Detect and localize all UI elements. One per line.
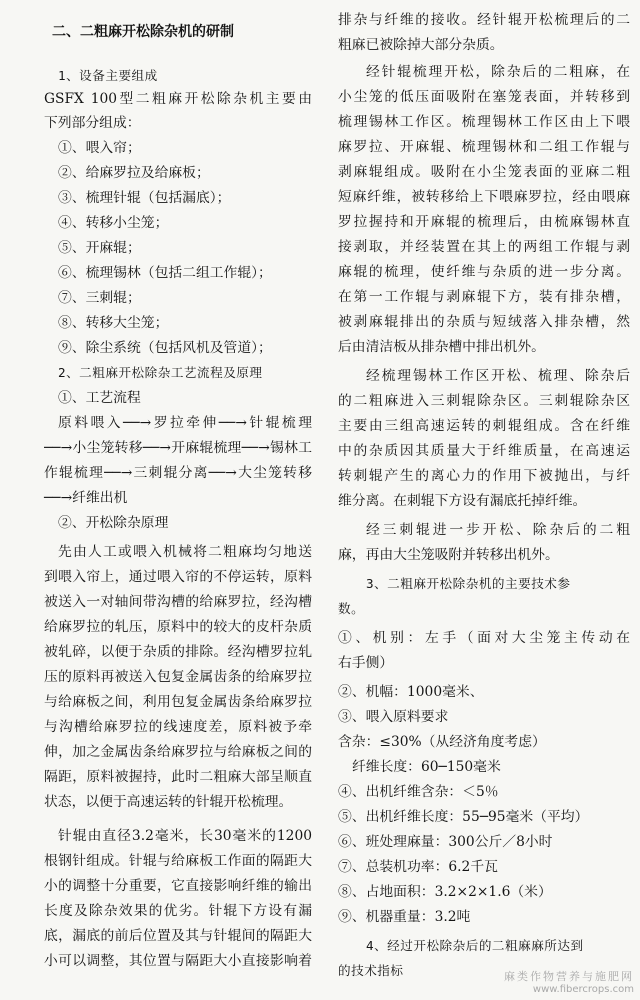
right-line: 梳理锡林工作区。梳理锡林工作区由上下喂 xyxy=(338,114,630,130)
right-line: 含杂：≤30%（从经济角度考虑） xyxy=(338,734,546,750)
right-line: ⑨、机器重量：3.2吨 xyxy=(338,909,471,925)
right-line: 4、经过开松除杂后的二粗麻麻所达到 xyxy=(366,938,584,953)
left-line: GSFX 100型二粗麻开松除杂机主要由 xyxy=(44,91,312,107)
left-line: 原料喂入──→罗拉牵伸──→针辊梳理 xyxy=(58,415,312,431)
right-line: 的二粗麻进入三刺辊除杂区。三刺辊除杂区 xyxy=(338,393,630,409)
right-line: ⑤、出机纤维长度：55─95毫米（平均） xyxy=(338,809,589,825)
left-line: 长度及除杂效果的优劣。针辊下方设有漏 xyxy=(44,903,312,919)
right-line: 被剥麻辊排出的杂质与短绒落入排杂槽，然 xyxy=(338,314,630,330)
right-line: 排杂与纤维的接收。经针辊开松梳理后的二 xyxy=(338,12,630,28)
left-line: 小可以调整，其位置与隔距大小直接影响着 xyxy=(44,953,312,969)
left-line: ⑨、除尘系统（包括风机及管道）； xyxy=(58,340,272,356)
right-line: 纤维长度：60─150毫米 xyxy=(352,759,501,775)
watermark-site-name: 麻类作物营养与施肥网 xyxy=(504,970,634,983)
left-line: 给麻罗拉的轧压，原料中的较大的皮杆杂质 xyxy=(44,619,312,635)
right-line: 剥麻辊组成。吸附在小尘笼表面的亚麻二粗 xyxy=(338,164,630,180)
right-line: 转刺辊产生的离心力的作用下被抛出，与纤 xyxy=(338,468,630,484)
right-line: 经针辊梳理开松，除杂后的二粗麻，在 xyxy=(366,64,630,80)
right-line: 右手侧） xyxy=(338,655,394,671)
right-line: 3、二粗麻开松除杂机的主要技术参 xyxy=(366,576,571,591)
right-line: ④、出机纤维含杂：＜5％ xyxy=(338,784,499,800)
right-line: ⑦、总装机功率：6.2千瓦 xyxy=(338,859,498,875)
left-line: 到喂入帘上，通过喂入帘的不停运转，原料 xyxy=(44,569,312,585)
left-line: 二、二粗麻开松除杂机的研制 xyxy=(52,24,234,40)
left-line: ①、喂入帘； xyxy=(58,140,141,156)
left-line: ②、给麻罗拉及给麻板； xyxy=(58,165,210,181)
right-line: ③、喂入原料要求 xyxy=(338,709,449,725)
right-line: 麻辊的梳理，使纤维与杂质的进一步分离。 xyxy=(338,264,630,280)
right-line: 维分离。在刺辊下方设有漏底托掉纤维。 xyxy=(338,493,587,509)
right-line: 粗麻已被除掉大部分杂质。 xyxy=(338,37,504,53)
left-line: 先由人工或喂入机械将二粗麻均匀地送 xyxy=(58,544,312,560)
left-line: 下列部分组成： xyxy=(44,115,141,131)
right-line: 在第一工作辊与剥麻辊下方，装有排杂槽， xyxy=(338,289,630,305)
left-line: 1、设备主要组成 xyxy=(58,68,158,83)
right-line: 接剥取，并经装置在其上的两组工作辊与剥 xyxy=(338,239,630,255)
left-line: ⑤、开麻辊； xyxy=(58,240,141,256)
left-line: 针辊由直径3.2毫米，长30毫米的1200 xyxy=(58,828,312,844)
right-line: ⑧、占地面积：3.2×2×1.6（米） xyxy=(338,884,552,900)
left-line: 被送入一对轴间带沟槽的给麻罗拉，经沟槽 xyxy=(44,594,312,610)
right-line: 麻，再由大尘笼吸附并转移出机外。 xyxy=(338,547,559,563)
right-line: 罗拉握持和开麻辊的梳理后，由梳麻锡林直 xyxy=(338,214,630,230)
left-line: 与沟槽给麻罗拉的线速度差，原料被予牵 xyxy=(44,719,312,735)
left-line: 状态，以便于高速运转的针辊开松梳理。 xyxy=(44,794,293,810)
left-line: ②、开松除杂原理 xyxy=(58,515,169,531)
left-line: ──→纤维出机 xyxy=(44,490,128,506)
left-line: 底，漏底的前后位置及其与针辊间的隔距大 xyxy=(44,928,312,944)
right-line: 的技术指标 xyxy=(338,963,404,978)
left-line: 隔距，原料被握持，此时二粗麻大部呈顺直 xyxy=(44,769,312,785)
left-line: 被轧碎，以便于杂质的排除。经沟槽罗拉轧 xyxy=(44,644,312,660)
watermark xyxy=(504,970,634,996)
left-line: ⑦、三刺辊； xyxy=(58,290,141,306)
left-line: 压的原料再被送入包复金属齿条的给麻罗拉 xyxy=(44,669,312,685)
left-line: ④、转移小尘笼； xyxy=(58,215,169,231)
right-line: ②、机幅：1000毫米、 xyxy=(338,684,484,700)
watermark-url: www.fibercrops.com xyxy=(532,984,634,995)
right-line: 后由清洁板从排杂槽中排出机外。 xyxy=(338,339,545,355)
left-line: ──→小尘笼转移──→开麻辊梳理──→锡林工 xyxy=(44,440,312,456)
right-line: 主要由三组高速运转的刺辊组成。含在纤维 xyxy=(338,418,630,434)
left-line: 作辊梳理──→三刺辊分离──→大尘笼转移 xyxy=(44,465,312,481)
right-line: 短麻纤维，被转移给上下喂麻罗拉，经由喂麻 xyxy=(338,189,630,205)
left-line: 根钢针组成。针辊与给麻板工作面的隔距大 xyxy=(44,853,312,869)
left-line: ⑧、转移大尘笼； xyxy=(58,315,169,331)
right-line: 经三刺辊进一步开松、除杂后的二粗 xyxy=(366,522,630,538)
right-line: ①、机别：左手（面对大尘笼主传动在 xyxy=(338,630,630,646)
right-line: 经梳理锡林工作区开松、梳理、除杂后 xyxy=(366,368,630,384)
left-line: 2、二粗麻开松除杂工艺流程及原理 xyxy=(58,365,263,380)
right-line: 小尘笼的低压面吸附在塞笼表面，并转移到 xyxy=(338,89,630,105)
right-line: 麻罗拉、开麻辊、梳理锡林和二组工作辊与 xyxy=(338,139,630,155)
right-line: ⑥、班处理麻量：300公斤／8小时 xyxy=(338,834,553,850)
left-line: ①、工艺流程 xyxy=(58,390,141,406)
left-line: 小的调整十分重要，它直接影响纤维的输出 xyxy=(44,878,312,894)
left-line: ⑥、梳理锡林（包括二组工作辊）； xyxy=(58,265,272,281)
left-line: 与给麻板之间，利用包复金属齿条给麻罗拉 xyxy=(44,694,312,710)
right-line: 中的杂质因其质量大于纤维质量，在高速运 xyxy=(338,443,630,459)
left-line: ③、梳理针辊（包括漏底）； xyxy=(58,190,231,206)
left-line: 伸，加之金属齿条给麻罗拉与给麻板之间的 xyxy=(44,744,312,760)
right-line: 数。 xyxy=(338,601,365,616)
